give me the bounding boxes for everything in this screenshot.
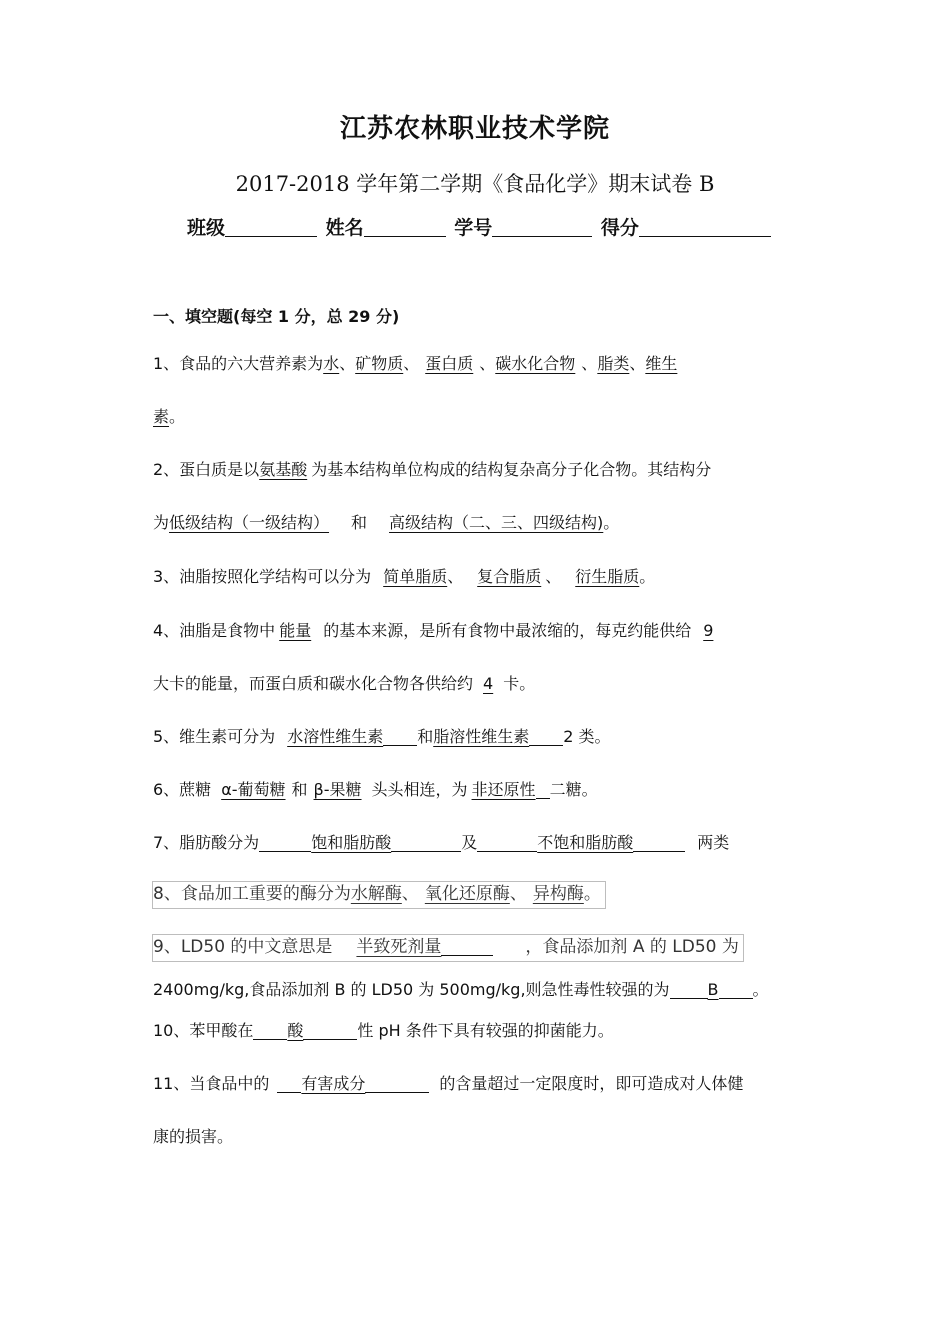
score-label: 得分 [600, 217, 639, 239]
q2-line2-prefix: 为 [153, 513, 170, 532]
q2-answer-1: 氨基酸 [259, 460, 308, 479]
q1-answer-6-part-2: 素 [153, 407, 170, 426]
q11-mid: 的含量超过一定限度时，即可造成对人体健 [439, 1074, 744, 1093]
q4-mid: 的基本来源，是所有食物中最浓缩的，每克约能供给 [323, 621, 692, 640]
question-10 [153, 1018, 614, 1041]
q11-answer-1: 有害成分 [301, 1074, 366, 1093]
q8-prefix: 8、食品加工重要的酶分为 [153, 884, 351, 904]
q4-prefix: 4、油脂是食物中 [153, 621, 276, 640]
q9-box [152, 934, 744, 962]
question-4-line-1 [153, 618, 713, 641]
q2-and: 和 [351, 513, 368, 532]
q10-prefix: 10、苯甲酸在 [153, 1021, 254, 1040]
q1-sep-5: 、 [629, 354, 646, 373]
q1-sep-3: 、 [479, 354, 496, 373]
q4-line2-prefix: 大卡的能量，而蛋白质和碳水化合物各供给约 [153, 674, 474, 693]
school-title: 江苏农林职业技术学院 [339, 114, 610, 144]
student-info-row [187, 213, 773, 240]
q9-end: 。 [752, 980, 769, 999]
class-blank[interactable] [225, 216, 317, 237]
q3-answer-2: 复合脂质 [477, 567, 542, 586]
q2-answer-2: 低级结构（一级结构） [169, 513, 330, 532]
q3-sep-1: 、 [447, 567, 464, 586]
q8-answer-2: 氧化还原酶 [424, 884, 510, 904]
q5-end: 2 类。 [563, 727, 611, 746]
q8-box [152, 881, 606, 909]
question-5 [153, 724, 611, 747]
q4-answer-2: 9 [703, 621, 714, 640]
q4-end: 卡。 [503, 674, 536, 693]
q7-answer-2: 不饱和脂肪酸 [537, 833, 634, 852]
q1-answer-2: 矿物质 [355, 354, 404, 373]
q1-answer-3: 蛋白质 [425, 354, 474, 373]
q6-answer-3: 非还原性 [471, 780, 536, 799]
question-3 [153, 564, 655, 587]
student-id-blank[interactable] [492, 216, 592, 237]
q8-answer-3: 异构酶 [532, 884, 584, 904]
q5-prefix: 5、维生素可分为 [153, 727, 276, 746]
q2-end: 。 [603, 513, 620, 532]
q3-prefix: 3、油脂按照化学结构可以分为 [153, 567, 372, 586]
question-2-line-2 [153, 510, 619, 533]
q9-answer-2: B [707, 980, 719, 999]
q6-end: 二糖。 [549, 780, 598, 799]
q8-answer-1: 水解酶 [350, 884, 402, 904]
q11-prefix: 11、当食品中的 [153, 1074, 270, 1093]
q11-line2: 康的损害。 [153, 1127, 234, 1146]
question-1-line-2 [153, 404, 185, 427]
q1-sep-4: 、 [581, 354, 598, 373]
q5-answer-1: 水溶性维生素 [287, 727, 384, 746]
q6-mid: 头头相连，为 [371, 780, 468, 799]
question-11-line-1 [153, 1071, 743, 1094]
q1-answer-1: 水 [323, 354, 340, 373]
q1-answer-5: 脂类 [597, 354, 630, 373]
q3-sep-2: 、 [545, 567, 562, 586]
q4-answer-1: 能量 [279, 621, 312, 640]
section-heading: 一、填空题(每空 1 分，总 29 分) [153, 307, 400, 326]
question-1-line-1 [153, 351, 677, 374]
q1-sep-2: 、 [403, 354, 420, 373]
q5-and: 和 [417, 727, 434, 746]
q4-answer-3: 4 [483, 674, 494, 693]
q2-prefix: 2、蛋白质是以 [153, 460, 260, 479]
q9-line2-prefix: 2400mg/kg,食品添加剂 B 的 LD50 为 500mg/kg,则急性毒性较强的为 [153, 980, 670, 999]
q1-end: 。 [169, 407, 186, 426]
q9-mid: ，食品添加剂 A 的 LD50 为 [525, 937, 739, 957]
q10-end: 性 pH 条件下具有较强的抑菌能力。 [357, 1021, 614, 1040]
exam-title: 2017-2018 学年第二学期《食品化学》期末试卷 B [235, 172, 715, 196]
q1-answer-4: 碳水化合物 [495, 354, 576, 373]
question-2-line-1 [153, 457, 711, 480]
question-9-line-2 [153, 977, 769, 1000]
q3-answer-3: 衍生脂质 [575, 567, 640, 586]
q6-prefix: 6、蔗糖 [153, 780, 212, 799]
question-8 [153, 879, 606, 904]
q8-sep-2: 、 [509, 884, 527, 904]
question-9-line-1 [153, 932, 744, 957]
q1-answer-6-part-1: 维生 [645, 354, 678, 373]
q6-answer-2: β-果糖 [313, 780, 362, 799]
q3-end: 。 [639, 567, 656, 586]
q8-end: 。 [583, 884, 601, 904]
name-label: 姓名 [325, 217, 364, 239]
q5-answer-2: 脂溶性维生素 [433, 727, 530, 746]
q10-answer-1: 酸 [287, 1021, 304, 1040]
question-11-line-2 [153, 1124, 233, 1147]
q6-answer-1: α-葡萄糖 [221, 780, 286, 799]
q6-and: 和 [291, 780, 308, 799]
q9-prefix: 9、LD50 的中文意思是 [153, 937, 333, 957]
class-label: 班级 [187, 217, 226, 239]
q7-and: 及 [461, 833, 478, 852]
q7-prefix: 7、脂肪酸分为 [153, 833, 260, 852]
student-id-label: 学号 [454, 217, 493, 239]
q2-answer-3: 高级结构（二、三、四级结构) [389, 513, 604, 532]
q7-answer-1: 饱和脂肪酸 [311, 833, 392, 852]
q2-mid: 为基本结构单位构成的结构复杂高分子化合物。其结构分 [311, 460, 712, 479]
q1-sep-1: 、 [339, 354, 356, 373]
question-4-line-2 [153, 671, 535, 694]
question-6 [153, 777, 598, 800]
q3-answer-1: 简单脂质 [383, 567, 448, 586]
q7-end: 两类 [697, 833, 730, 852]
name-blank[interactable] [364, 216, 446, 237]
score-blank[interactable] [639, 216, 771, 237]
q1-prefix: 1、食品的六大营养素为 [153, 354, 324, 373]
q9-answer-1: 半致死剂量 [356, 937, 442, 957]
question-7 [153, 830, 729, 853]
q8-sep-1: 、 [401, 884, 419, 904]
